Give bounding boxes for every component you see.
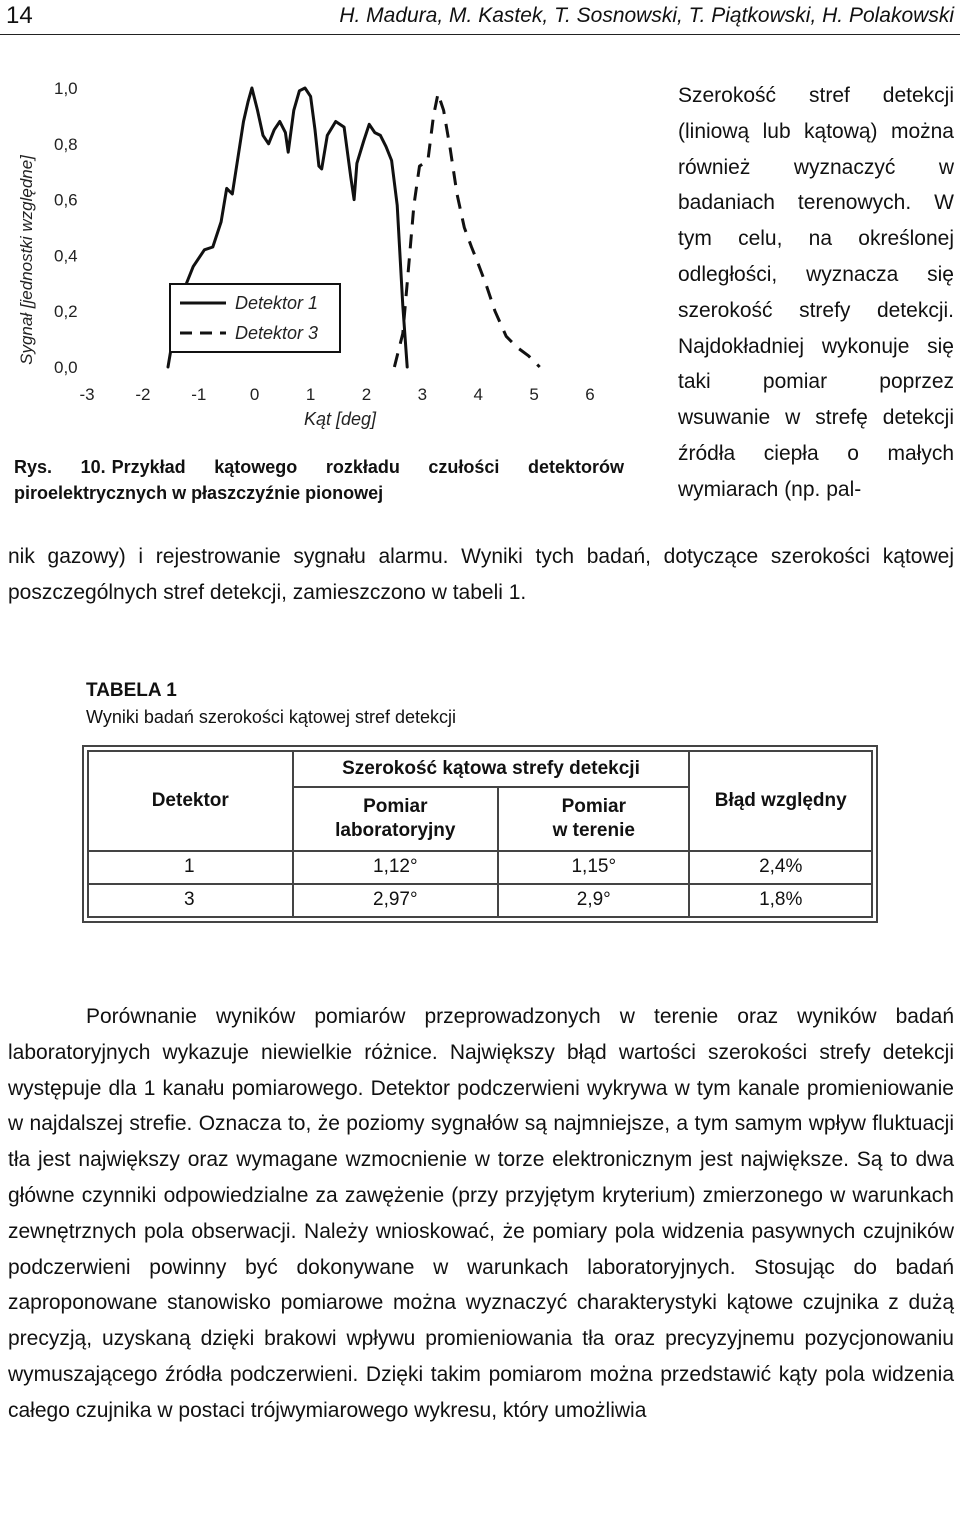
cell-error: 1,8% <box>689 884 872 917</box>
cell-field: 2,9° <box>498 884 689 917</box>
table-row <box>88 884 872 917</box>
header-lab-line2: laboratoryjny <box>335 819 456 841</box>
header-width-group: Szerokość kątowa strefy detekcji <box>293 751 690 787</box>
page-number: 14 <box>6 2 33 29</box>
figure-caption <box>14 454 624 506</box>
body-paragraph-text: Porównanie wyników pomiarów przeprowadzonych w terenie oraz wyników badań laboratoryjnych wykazuje niewielkie różnice. Największy błąd wartości szerokości strefy detekcji występuje dla 1 kanału pomiarowego. Detektor podczerwieni wykrywa w tym kanale promieniowanie w najdalszej strefie. Oznacza to, że poziomy sygnałów są najmniejsze, a tym samym wpływ fluktuacji tła jest największy oraz wymagane wzmocnienie w torze elektronicznym jest największe. Są to dwa główne czynniki odpowiedzialne za zawężenie (przy przyjętym kryterium) zmierzonego w warunkach zewnętrznych pola obserwacji. Należy wnioskować, że pomiary pola widzenia pasywnych czujników podczerwieni powinny być dokonywane w warunkach laboratoryjnych. Stosując do badań zaproponowane stanowisko pomiarowe można wyznaczyć charakterystyki kątowe czujnika z dużą precyzją, uzyskaną dzięki brakowi wpływu promieniowania tła oraz precyzyjnemu pozycjonowaniu wymuszającego źródła podczerwieni. Dzięki takim pomiarom można przedstawić kąty pola widzenia całego czujnika w postaci trójwymiarowego wykresu, który umożliwia <box>8 1005 954 1422</box>
x-tick-label: -2 <box>135 385 151 404</box>
header-field-line1: Pomiar <box>561 795 626 817</box>
series-line-2 <box>394 94 539 367</box>
table-header-row <box>88 751 872 787</box>
caption-text: Przykład kątowego rozkładu czułości detektorów piroelektrycznych w płaszczyźnie pionowej <box>14 457 625 503</box>
x-axis-label: Kąt [deg] <box>303 409 377 429</box>
x-tick-label: -3 <box>79 385 95 404</box>
x-tick-label: 6 <box>585 385 595 404</box>
side-paragraph-text: Szerokość stref detekcji (liniową lub kątową) można również wyznaczyć w badaniach terenowych. W tym celu, na określonej odległości, wyznacza się szerokość strefy detekcji. Najdokładniej wykonuje się taki pomiar poprzez wsuwanie w strefę detekcji źródła ciepła o małych wymiarach (np. pal- <box>678 84 954 501</box>
table-label: TABELA 1 <box>86 680 177 701</box>
body-paragraph <box>8 999 954 1429</box>
x-tick-label: 0 <box>249 385 260 404</box>
results-table-frame <box>82 745 878 923</box>
y-tick-label: 0,6 <box>54 190 78 210</box>
x-tick-label: 2 <box>361 385 372 404</box>
y-axis-label: Sygnał [jednostki względne] <box>17 155 36 365</box>
table-title: Wyniki badań szerokości kątowej stref detekcji <box>86 707 456 727</box>
legend-label: Detektor 3 <box>235 323 319 343</box>
caption-label: Rys. 10. <box>14 457 106 477</box>
figure-10 <box>0 70 625 440</box>
x-tick-label: 4 <box>473 385 483 404</box>
header-field <box>498 787 689 851</box>
continuation-paragraph <box>8 539 954 611</box>
side-paragraph <box>678 78 954 508</box>
header-lab-line1: Pomiar <box>363 795 428 817</box>
page-header <box>0 0 960 35</box>
angular-sensitivity-chart <box>0 70 625 440</box>
legend-label: Detektor 1 <box>235 293 319 313</box>
x-tick-label: 1 <box>305 385 316 404</box>
table-row <box>88 851 872 884</box>
header-error: Błąd względny <box>689 751 872 851</box>
continuation-paragraph-text: nik gazowy) i rejestrowanie sygnału alarmu. Wyniki tych badań, dotyczące szerokości kątowej poszczególnych stref detekcji, zamieszczono w tabeli 1. <box>8 545 954 604</box>
running-authors: H. Madura, M. Kastek, T. Sosnowski, T. Piątkowski, H. Polakowski <box>339 4 954 27</box>
x-tick-label: -1 <box>191 385 207 404</box>
y-tick-label: 0,2 <box>54 302 78 322</box>
header-lab <box>293 787 499 851</box>
x-tick-label: 5 <box>529 385 539 404</box>
results-table <box>87 750 873 918</box>
x-tick-label: 3 <box>417 385 428 404</box>
cell-detector: 1 <box>88 851 293 884</box>
header-detector: Detektor <box>88 751 293 851</box>
cell-lab: 1,12° <box>293 851 499 884</box>
cell-lab: 2,97° <box>293 884 499 917</box>
y-tick-label: 1,0 <box>54 79 78 98</box>
cell-error: 2,4% <box>689 851 872 884</box>
cell-field: 1,15° <box>498 851 689 884</box>
y-tick-label: 0,4 <box>54 246 78 266</box>
y-tick-label: 0,0 <box>54 358 78 377</box>
y-tick-label: 0,8 <box>54 134 78 154</box>
cell-detector: 3 <box>88 884 293 917</box>
header-field-line2: w terenie <box>552 819 635 841</box>
